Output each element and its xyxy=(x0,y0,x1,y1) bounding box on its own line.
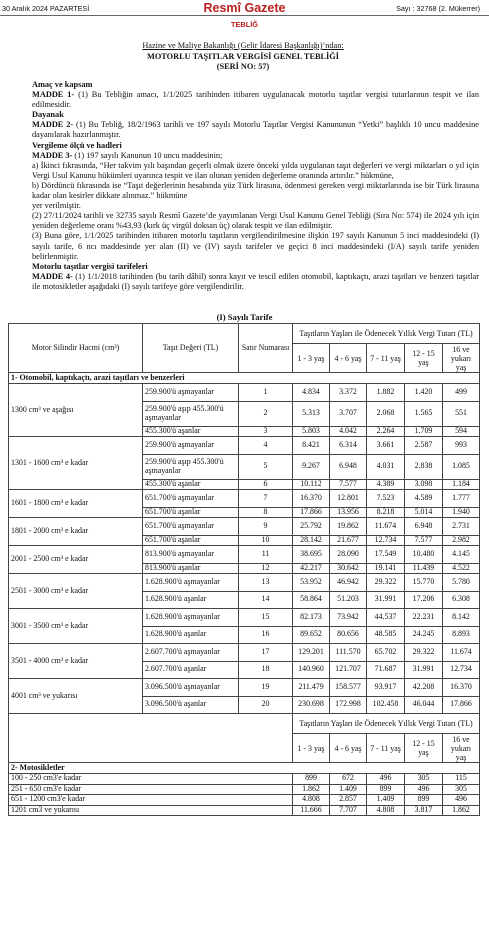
heading-basis: Dayanak xyxy=(32,110,64,120)
tax-amount-cell: 4.522 xyxy=(443,563,480,574)
col-tax-group-header: Taşıtların Yaşları ile Ödenecek Yıllık Vergi Tutarı (TL) xyxy=(293,714,480,734)
tax-amount-cell: 499 xyxy=(443,384,480,402)
table-row xyxy=(9,795,480,806)
tax-amount-cell: 4.031 xyxy=(367,454,405,479)
age-header: 7 - 11 yaş xyxy=(367,734,405,763)
tax-amount-cell: 102.458 xyxy=(367,696,405,714)
age-header: 1 - 3 yaş xyxy=(293,344,330,373)
section-row xyxy=(9,373,480,384)
vehicle-value-cell: 813.900'ü aşanlar xyxy=(143,563,239,574)
tax-amount-cell: 22.231 xyxy=(405,609,443,627)
tax-amount-cell: 115 xyxy=(443,774,480,785)
heading-purpose: Amaç ve kapsam xyxy=(32,80,93,89)
tax-amount-cell: 58.864 xyxy=(293,591,330,609)
row-number-cell: 8 xyxy=(239,507,293,518)
tax-amount-cell: 305 xyxy=(405,774,443,785)
moto-header-row xyxy=(9,714,480,734)
doc-title: MOTORLU TAŞITLAR VERGİSİ GENEL TEBLİĞİ xyxy=(147,52,339,61)
tax-amount-cell: 11.439 xyxy=(405,563,443,574)
vehicle-value-cell: 1.628.900'ü aşmayanlar xyxy=(143,609,239,627)
table-row xyxy=(9,437,480,455)
gazette-title: Resmî Gazete xyxy=(203,1,286,15)
vehicle-value-cell: 651.700'ü aşmayanlar xyxy=(143,490,239,508)
tax-amount-cell: 28.090 xyxy=(330,546,367,564)
tax-amount-cell: 46.044 xyxy=(405,696,443,714)
article-1-label: MADDE 1- xyxy=(32,90,75,100)
tax-amount-cell: 17.866 xyxy=(293,507,330,518)
tax-amount-cell: 2.982 xyxy=(443,535,480,546)
tax-amount-cell: 4.145 xyxy=(443,546,480,564)
article-3-b: b) Dördüncü fıkrasında ise “Taşıt değerlerinin hesabında yüz Türk lirasına, ödenmesi gereken vergi miktarlarında ise bir Türk lirasına kadar olan kesirler dikkate alınmaz.” hükmüne xyxy=(32,180,479,201)
tax-amount-cell: 1.709 xyxy=(405,426,443,437)
tax-amount-cell: 65.702 xyxy=(367,644,405,662)
tax-amount-cell: 1.777 xyxy=(443,490,480,508)
tax-amount-cell: 496 xyxy=(367,774,405,785)
tax-amount-cell: 230.698 xyxy=(293,696,330,714)
table-row xyxy=(9,784,480,795)
tax-amount-cell: 111.570 xyxy=(330,644,367,662)
tax-amount-cell: 12.734 xyxy=(443,661,480,679)
article-3-a: a) İkinci fıkrasında, “Her takvim yılı başından geçerli olmak üzere önceki yılda uygulanan taşıt değerleri ve vergi miktarları o yıl için Vergi Usul Kanunu hükümleri uyarınca tespit ve ilan olunan yeniden değerleme oranında artırılır.” hükmüne, xyxy=(32,160,479,180)
row-number-cell: 15 xyxy=(239,609,293,627)
tax-amount-cell: 8.142 xyxy=(443,609,480,627)
row-number-cell: 20 xyxy=(239,696,293,714)
vehicle-value-cell: 2.607.700'ü aşanlar xyxy=(143,661,239,679)
col-row-header: Satır Numarası xyxy=(239,324,293,373)
motorcycle-engine-cell: 651 - 1200 cm3'e kadar xyxy=(9,795,293,806)
tax-amount-cell: 6.308 xyxy=(443,591,480,609)
row-number-cell: 7 xyxy=(239,490,293,508)
engine-range-cell: 1301 - 1600 cm³ e kadar xyxy=(9,437,143,490)
vehicle-value-cell: 1.628.900'ü aşanlar xyxy=(143,626,239,644)
article-4 xyxy=(7,272,479,292)
tax-amount-cell: 1.882 xyxy=(367,384,405,402)
tax-amount-cell: 2.838 xyxy=(405,454,443,479)
tax-amount-cell: 16.370 xyxy=(443,679,480,697)
tax-amount-cell: 5.780 xyxy=(443,574,480,592)
article-4-text: (1) 1/1/2018 tarihinden (bu tarih dâhil) sonra kayıt ve tescil edilen otomobil, kaptıkaçtı, arazi taşıtları ve benzeri taşıtlar ile motosikletler aşağıdaki (I) sayılı tarifeye göre vergilendirilir. xyxy=(32,271,480,291)
table-row xyxy=(9,644,480,662)
table-row xyxy=(9,609,480,627)
vehicle-value-cell: 3.096.500'ü aşmayanlar xyxy=(143,679,239,697)
ministry-line: Hazine ve Maliye Bakanlığı (Gelir İdaresi Başkanlığı)’ndan: xyxy=(142,41,344,50)
tax-amount-cell: 17.206 xyxy=(405,591,443,609)
tax-amount-cell: 48.585 xyxy=(367,626,405,644)
tax-amount-cell: 19.862 xyxy=(330,518,367,536)
tax-amount-cell: 8.893 xyxy=(443,626,480,644)
table-row xyxy=(9,546,480,564)
section-motorcycles-label: 2- Motosikletler xyxy=(9,763,480,774)
table-header-row xyxy=(9,324,480,344)
age-header: 12 - 15 yaş xyxy=(405,344,443,373)
tax-amount-cell: 1.940 xyxy=(443,507,480,518)
tax-amount-cell: 25.792 xyxy=(293,518,330,536)
tax-amount-cell: 17.866 xyxy=(443,696,480,714)
tariff-title: (I) Sayılı Tarife xyxy=(216,312,273,322)
tax-amount-cell: 6.948 xyxy=(405,518,443,536)
article-1 xyxy=(7,90,479,110)
tax-amount-cell: 3.817 xyxy=(405,805,443,816)
tax-amount-cell: 29.322 xyxy=(367,574,405,592)
tax-amount-cell: 44.537 xyxy=(367,609,405,627)
age-header: 7 - 11 yaş xyxy=(367,344,405,373)
tax-amount-cell: 305 xyxy=(443,784,480,795)
row-number-cell: 13 xyxy=(239,574,293,592)
col-value-header: Taşıt Değeri (TL) xyxy=(143,324,239,373)
tax-amount-cell: 121.707 xyxy=(330,661,367,679)
row-number-cell: 14 xyxy=(239,591,293,609)
tax-amount-cell: 496 xyxy=(405,784,443,795)
vehicle-value-cell: 259.900'ü aşmayanlar xyxy=(143,384,239,402)
tax-amount-cell: 15.770 xyxy=(405,574,443,592)
tax-amount-cell: 2.264 xyxy=(367,426,405,437)
article-1-text: (1) Bu Tebliğin amacı, 1/1/2025 tarihinden itibaren uygulanacak motorlu taşıtlar vergisi tutarlarının tespit ve ilan edilmesidir. xyxy=(32,90,480,110)
vehicle-value-cell: 455.300'ü aşanlar xyxy=(143,426,239,437)
article-3-b-end: yer verilmiştir. xyxy=(32,201,81,211)
row-number-cell: 6 xyxy=(239,479,293,490)
tax-amount-cell: 7.707 xyxy=(330,805,367,816)
engine-range-cell: 4001 cm³ ve yukarısı xyxy=(9,679,143,714)
vehicle-value-cell: 259.900'ü aşıp 455.300'ü aşmayanlar xyxy=(143,454,239,479)
tax-amount-cell: 29.322 xyxy=(405,644,443,662)
tax-amount-cell: 51.203 xyxy=(330,591,367,609)
col-tax-group-header: Taşıtların Yaşları ile Ödenecek Yıllık Vergi Tutarı (TL) xyxy=(293,324,480,344)
tax-amount-cell: 1.409 xyxy=(367,795,405,806)
tax-amount-cell: 993 xyxy=(443,437,480,455)
tax-amount-cell: 172.998 xyxy=(330,696,367,714)
tax-amount-cell: 2.857 xyxy=(330,795,367,806)
article-body xyxy=(7,80,479,292)
tax-amount-cell: 21.677 xyxy=(330,535,367,546)
article-2-label: MADDE 2- xyxy=(32,120,74,130)
engine-range-cell: 3501 - 4000 cm³ e kadar xyxy=(9,644,143,679)
engine-range-cell: 1801 - 2000 cm³ e kadar xyxy=(9,518,143,546)
section-label: TEBLİĞ xyxy=(230,20,259,29)
motorcycle-engine-cell: 1201 cm3 ve yukarısı xyxy=(9,805,293,816)
age-header: 12 - 15 yaş xyxy=(405,734,443,763)
tax-amount-cell: 82.173 xyxy=(293,609,330,627)
vehicle-value-cell: 2.607.700'ü aşmayanlar xyxy=(143,644,239,662)
tax-amount-cell: 6.314 xyxy=(330,437,367,455)
row-number-cell: 17 xyxy=(239,644,293,662)
tax-amount-cell: 4.589 xyxy=(405,490,443,508)
tax-amount-cell: 30.642 xyxy=(330,563,367,574)
tax-amount-cell: 19.141 xyxy=(367,563,405,574)
tax-amount-cell: 4.834 xyxy=(293,384,330,402)
gazette-header xyxy=(0,0,489,17)
tax-amount-cell: 3.661 xyxy=(367,437,405,455)
tax-amount-cell: 1.409 xyxy=(330,784,367,795)
tax-amount-cell: 5.313 xyxy=(293,401,330,426)
tax-amount-cell: 73.942 xyxy=(330,609,367,627)
vehicle-value-cell: 813.900'ü aşmayanlar xyxy=(143,546,239,564)
tax-amount-cell: 53.952 xyxy=(293,574,330,592)
row-number-cell: 16 xyxy=(239,626,293,644)
header-rule xyxy=(0,15,489,16)
tax-amount-cell: 1.862 xyxy=(293,784,330,795)
tax-amount-cell: 6.948 xyxy=(330,454,367,479)
section-cars-label: 1- Otomobil, kaptıkaçtı, arazi taşıtları ve benzerleri xyxy=(9,373,480,384)
tax-amount-cell: 551 xyxy=(443,401,480,426)
engine-range-cell: 1601 - 1800 cm³ e kadar xyxy=(9,490,143,518)
tax-amount-cell: 46.942 xyxy=(330,574,367,592)
tax-amount-cell: 4.389 xyxy=(367,479,405,490)
tax-amount-cell: 129.201 xyxy=(293,644,330,662)
tax-amount-cell: 672 xyxy=(330,774,367,785)
tax-amount-cell: 3.098 xyxy=(405,479,443,490)
age-header: 16 ve yukarı yaş xyxy=(443,734,480,763)
vehicle-value-cell: 455.300'ü aşanlar xyxy=(143,479,239,490)
tax-amount-cell: 899 xyxy=(367,784,405,795)
table-row xyxy=(9,384,480,402)
motorcycle-engine-cell: 251 - 650 cm3'e kadar xyxy=(9,784,293,795)
article-3-para-2: (2) 27/11/2024 tarihli ve 32735 sayılı Resmî Gazete’de yayımlanan Vergi Usul Kanunu Genel Tebliği (Sıra No: 574) ile 2024 yılı için yeniden değerleme oranı %43,93 (kırk üç virgül doksan üç) olarak tespit ve ilan edilmiştir. xyxy=(32,211,479,231)
row-number-cell: 3 xyxy=(239,426,293,437)
tax-amount-cell: 71.687 xyxy=(367,661,405,679)
tariff-table-body xyxy=(9,324,480,816)
age-header: 16 ve yukarı yaş xyxy=(443,344,480,373)
tax-amount-cell: 594 xyxy=(443,426,480,437)
table-row xyxy=(9,679,480,697)
tax-amount-cell: 7.577 xyxy=(330,479,367,490)
tax-amount-cell: 93.917 xyxy=(367,679,405,697)
tax-amount-cell: 11.666 xyxy=(293,805,330,816)
article-2-text: (1) Bu Tebliğ, 18/2/1963 tarihli ve 197 sayılı Motorlu Taşıtlar Vergisi Kanununun “Yetki” başlıklı 10 uncu maddesine dayanılarak hazırlanmıştır. xyxy=(32,120,479,140)
tax-amount-cell: 80.656 xyxy=(330,626,367,644)
tax-amount-cell: 2.731 xyxy=(443,518,480,536)
row-number-cell: 12 xyxy=(239,563,293,574)
row-number-cell: 11 xyxy=(239,546,293,564)
tax-amount-cell: 31.991 xyxy=(405,661,443,679)
tax-amount-cell: 496 xyxy=(443,795,480,806)
row-number-cell: 2 xyxy=(239,401,293,426)
tax-amount-cell: 4.808 xyxy=(367,805,405,816)
tax-amount-cell: 4.042 xyxy=(330,426,367,437)
table-row xyxy=(9,518,480,536)
engine-range-cell: 3001 - 3500 cm³ e kadar xyxy=(9,609,143,644)
tax-amount-cell: 8.218 xyxy=(367,507,405,518)
engine-range-cell: 1300 cm³ ve aşağısı xyxy=(9,384,143,437)
blank-header-cell xyxy=(9,714,293,763)
table-row xyxy=(9,490,480,508)
tax-amount-cell: 7.577 xyxy=(405,535,443,546)
tax-amount-cell: 9.267 xyxy=(293,454,330,479)
tax-amount-cell: 211.479 xyxy=(293,679,330,697)
vehicle-value-cell: 1.628.900'ü aşmayanlar xyxy=(143,574,239,592)
article-3-label: MADDE 3- xyxy=(32,150,73,160)
tax-amount-cell: 899 xyxy=(293,774,330,785)
section-row xyxy=(9,763,480,774)
col-engine-header: Motor Silindir Hacmi (cm³) xyxy=(9,324,143,373)
row-number-cell: 1 xyxy=(239,384,293,402)
heading-measures: Vergileme ölçü ve hadleri xyxy=(32,140,122,150)
tax-amount-cell: 158.577 xyxy=(330,679,367,697)
engine-range-cell: 2501 - 3000 cm³ e kadar xyxy=(9,574,143,609)
tariff-table xyxy=(8,323,480,816)
tax-amount-cell: 140.960 xyxy=(293,661,330,679)
age-header: 4 - 6 yaş xyxy=(330,344,367,373)
heading-tariffs: Motorlu taşıtlar vergisi tarifeleri xyxy=(32,261,148,271)
table-row xyxy=(9,805,480,816)
article-3-text: (1) 197 sayılı Kanunun 10 uncu maddesinin; xyxy=(72,150,223,160)
row-number-cell: 5 xyxy=(239,454,293,479)
tax-amount-cell: 12.734 xyxy=(367,535,405,546)
vehicle-value-cell: 259.900'ü aşıp 455.300'ü aşmayanlar xyxy=(143,401,239,426)
tax-amount-cell: 16.370 xyxy=(293,490,330,508)
row-number-cell: 4 xyxy=(239,437,293,455)
tax-amount-cell: 5.014 xyxy=(405,507,443,518)
row-number-cell: 19 xyxy=(239,679,293,697)
tax-amount-cell: 1.420 xyxy=(405,384,443,402)
tax-amount-cell: 12.801 xyxy=(330,490,367,508)
motorcycle-engine-cell: 100 - 250 cm3'e kadar xyxy=(9,774,293,785)
vehicle-value-cell: 1.628.900'ü aşanlar xyxy=(143,591,239,609)
tax-amount-cell: 3.372 xyxy=(330,384,367,402)
tax-amount-cell: 38.695 xyxy=(293,546,330,564)
tax-amount-cell: 10.112 xyxy=(293,479,330,490)
table-row xyxy=(9,774,480,785)
vehicle-value-cell: 3.096.500'ü aşanlar xyxy=(143,696,239,714)
tax-amount-cell: 28.142 xyxy=(293,535,330,546)
tax-amount-cell: 11.674 xyxy=(443,644,480,662)
tax-amount-cell: 1.085 xyxy=(443,454,480,479)
tax-amount-cell: 7.523 xyxy=(367,490,405,508)
tax-amount-cell: 13.956 xyxy=(330,507,367,518)
article-3 xyxy=(7,151,479,161)
article-3-para-3: (3) Buna göre, 1/1/2025 tarihinden itibaren motorlu taşıtların vergilendirilmesine ilişkin 197 sayılı Kanunun 5 inci maddesindeki (I) sayılı tarife, 6 ncı maddesinde yer alan (II) ve (IV) sayılı tarifeler ve geçici 8 inci maddesindeki (I/A) sayılı tarife yeniden belirlenmiştir. xyxy=(32,231,479,261)
age-header: 4 - 6 yaş xyxy=(330,734,367,763)
tax-amount-cell: 42.217 xyxy=(293,563,330,574)
tax-amount-cell: 1.565 xyxy=(405,401,443,426)
tax-amount-cell: 4.808 xyxy=(293,795,330,806)
tax-amount-cell: 89.652 xyxy=(293,626,330,644)
tax-amount-cell: 24.245 xyxy=(405,626,443,644)
tax-amount-cell: 2.587 xyxy=(405,437,443,455)
tax-amount-cell: 17.549 xyxy=(367,546,405,564)
article-4-label: MADDE 4- xyxy=(32,271,73,281)
doc-serial: (SERİ NO: 57) xyxy=(216,62,270,71)
tax-amount-cell: 1.184 xyxy=(443,479,480,490)
engine-range-cell: 2001 - 2500 cm³ e kadar xyxy=(9,546,143,574)
article-2 xyxy=(7,120,479,140)
tax-amount-cell: 11.674 xyxy=(367,518,405,536)
header-date: 30 Aralık 2024 PAZARTESİ xyxy=(2,4,90,13)
vehicle-value-cell: 651.700'ü aşanlar xyxy=(143,535,239,546)
vehicle-value-cell: 651.700'ü aşmayanlar xyxy=(143,518,239,536)
row-number-cell: 9 xyxy=(239,518,293,536)
table-row xyxy=(9,574,480,592)
tax-amount-cell: 2.068 xyxy=(367,401,405,426)
vehicle-value-cell: 259.900'ü aşmayanlar xyxy=(143,437,239,455)
tax-amount-cell: 3.707 xyxy=(330,401,367,426)
issue-number: Sayı : 32768 (2. Mükerrer) xyxy=(396,4,480,13)
tax-amount-cell: 1.862 xyxy=(443,805,480,816)
tax-amount-cell: 42.208 xyxy=(405,679,443,697)
row-number-cell: 10 xyxy=(239,535,293,546)
vehicle-value-cell: 651.700'ü aşanlar xyxy=(143,507,239,518)
tax-amount-cell: 31.991 xyxy=(367,591,405,609)
tax-amount-cell: 8.421 xyxy=(293,437,330,455)
tax-amount-cell: 10.480 xyxy=(405,546,443,564)
tax-amount-cell: 899 xyxy=(405,795,443,806)
row-number-cell: 18 xyxy=(239,661,293,679)
tax-amount-cell: 5.803 xyxy=(293,426,330,437)
age-header: 1 - 3 yaş xyxy=(293,734,330,763)
